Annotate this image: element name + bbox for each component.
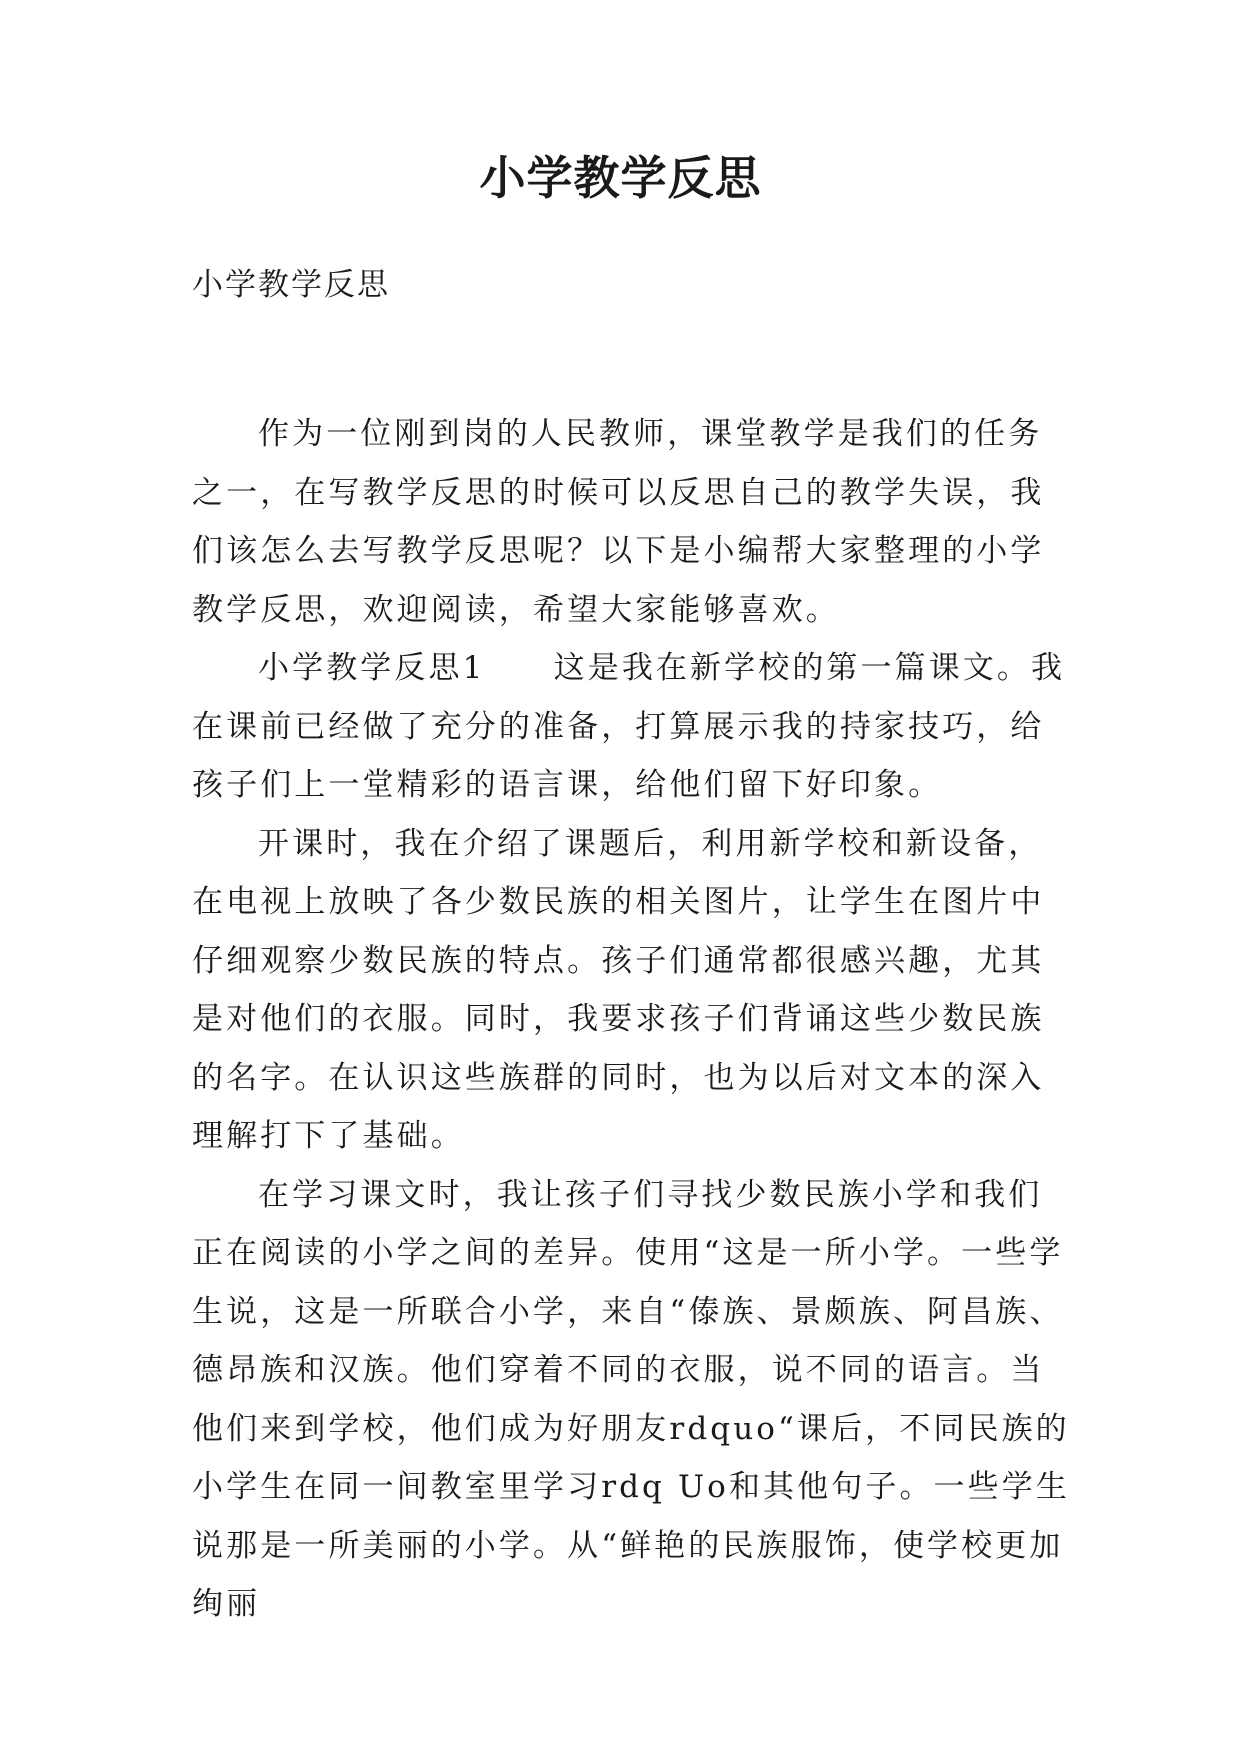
paragraph: 作为一位刚到岗的人民教师，课堂教学是我们的任务之一，在写教学反思的时候可以反思自己的教学失误，我们该怎么去写教学反思呢？以下是小编帮大家整理的小学教学反思，欢迎阅读，希望大家能够喜欢。 (192, 416, 1045, 628)
paragraph: 在学习课文时，我让孩子们寻找少数民族小学和我们正在阅读的小学之间的差异。使用“这是一所小学。一些学生说，这是一所联合小学，来自“傣族、景颇族、阿昌族、德昂族和汉族。他们穿着不同的衣服，说不同的语言。当他们来到学校，他们成为好朋友rdquo“课后，不同民族的小学生在同一间教室里学习rdq Uo和其他句子。一些学生说那是一所美丽的小学。从“鲜艳的民族服饰，使学校更加绚丽 (192, 1176, 1070, 1622)
paragraph: 小学教学反思1 这是我在新学校的第一篇课文。我在课前已经做了充分的准备，打算展示我的持家技巧，给孩子们上一堂精彩的语言课，给他们留下好印象。 (192, 650, 1066, 803)
paragraph: 开课时，我在介绍了课题后，利用新学校和新设备，在电视上放映了各少数民族的相关图片，让学生在图片中仔细观察少数民族的特点。孩子们通常都很感兴趣，尤其是对他们的衣服。同时，我要求孩子们背诵这些少数民族的名字。在认识这些族群的同时，也为以后对文本的深入理解打下了基础。 (192, 825, 1045, 1154)
document-subtitle: 小学教学反思 (192, 267, 390, 303)
document-body (192, 405, 1072, 1634)
document-title: 小学教学反思 (479, 151, 762, 205)
